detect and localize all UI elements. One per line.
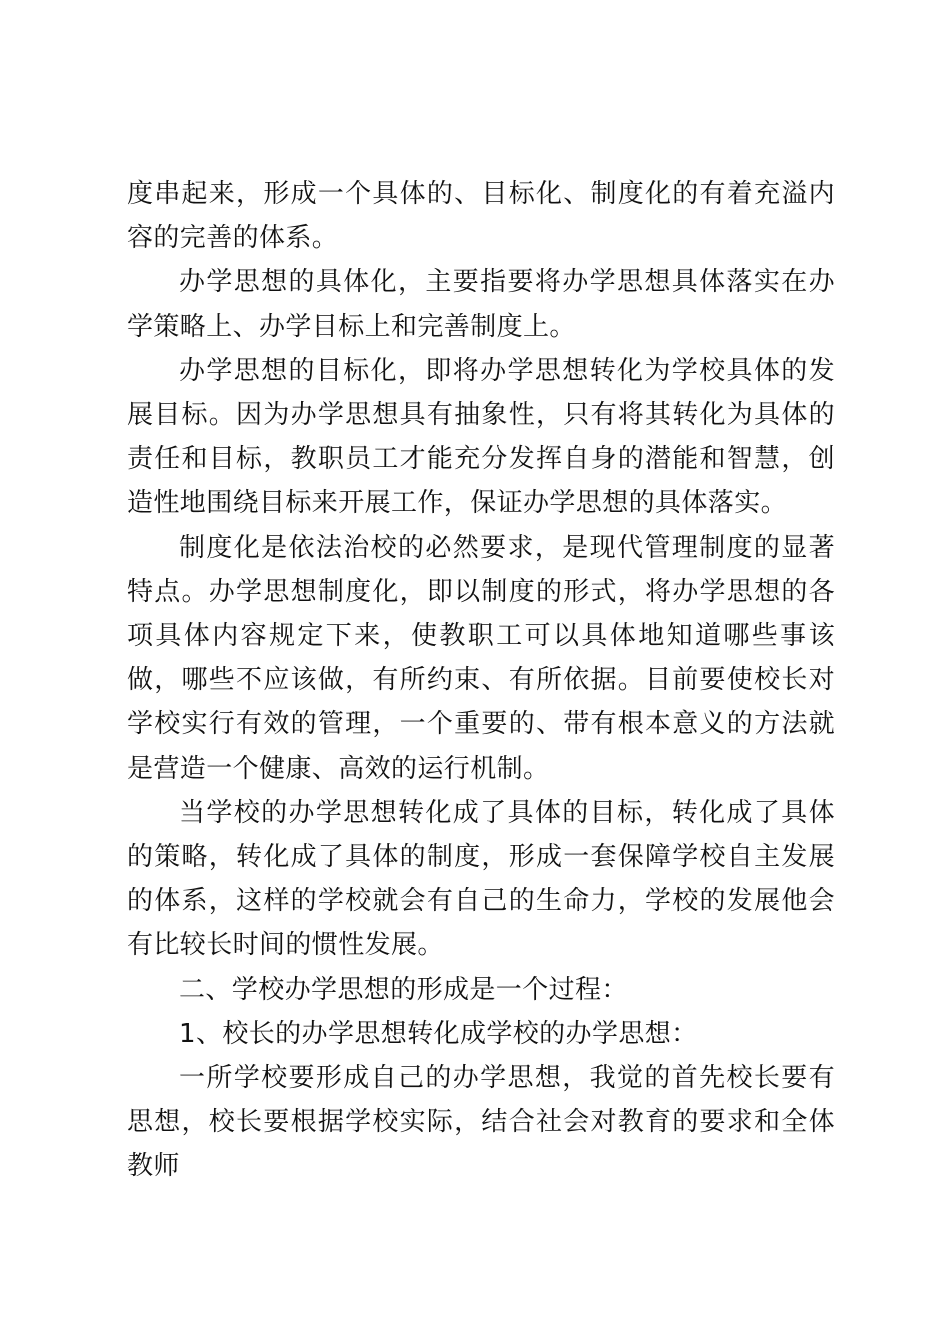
paragraph-institutionalization: 制度化是依法治校的必然要求，是现代管理制度的显著特点。办学思想制度化，即以制度的形式，将办学思想的各项具体内容规定下来，使教职工可以具体地知道哪些事该做，哪些不应该做，有所约束、有所依据。目前要使校长对学校实行有效的管理，一个重要的、带有根本意义的方法就是营造一个健康、高效的运行机制。: [127, 532, 835, 784]
paragraph-outcome: 当学校的办学思想转化成了具体的目标，转化成了具体的策略，转化成了具体的制度，形成一套保障学校自主发展的体系，这样的学校就会有自己的生命力，学校的发展他会有比较长时间的惯性发展。: [127, 797, 835, 961]
document-body: [127, 172, 835, 1189]
section-heading: 二、学校办学思想的形成是一个过程：: [179, 974, 628, 1005]
subsection-heading: 1、校长的办学思想转化成学校的办学思想：: [179, 1018, 698, 1049]
paragraph-concretization: 办学思想的具体化，主要指要将办学思想具体落实在办学策略上、办学目标上和完善制度上。: [127, 267, 835, 342]
paragraph-continued: 度串起来，形成一个具体的、目标化、制度化的有着充溢内容的完善的体系。: [127, 179, 835, 254]
paragraph-principal-thinking: 一所学校要形成自己的办学思想，我觉的首先校长要有思想，校长要根据学校实际，结合社会对教育的要求和全体教师: [127, 1063, 835, 1182]
paragraph-goal-orientation: 办学思想的目标化，即将办学思想转化为学校具体的发展目标。因为办学思想具有抽象性，只有将其转化为具体的责任和目标，教职员工才能充分发挥自身的潜能和智慧，创造性地围绕目标来开展工作，保证办学思想的具体落实。: [127, 355, 835, 519]
